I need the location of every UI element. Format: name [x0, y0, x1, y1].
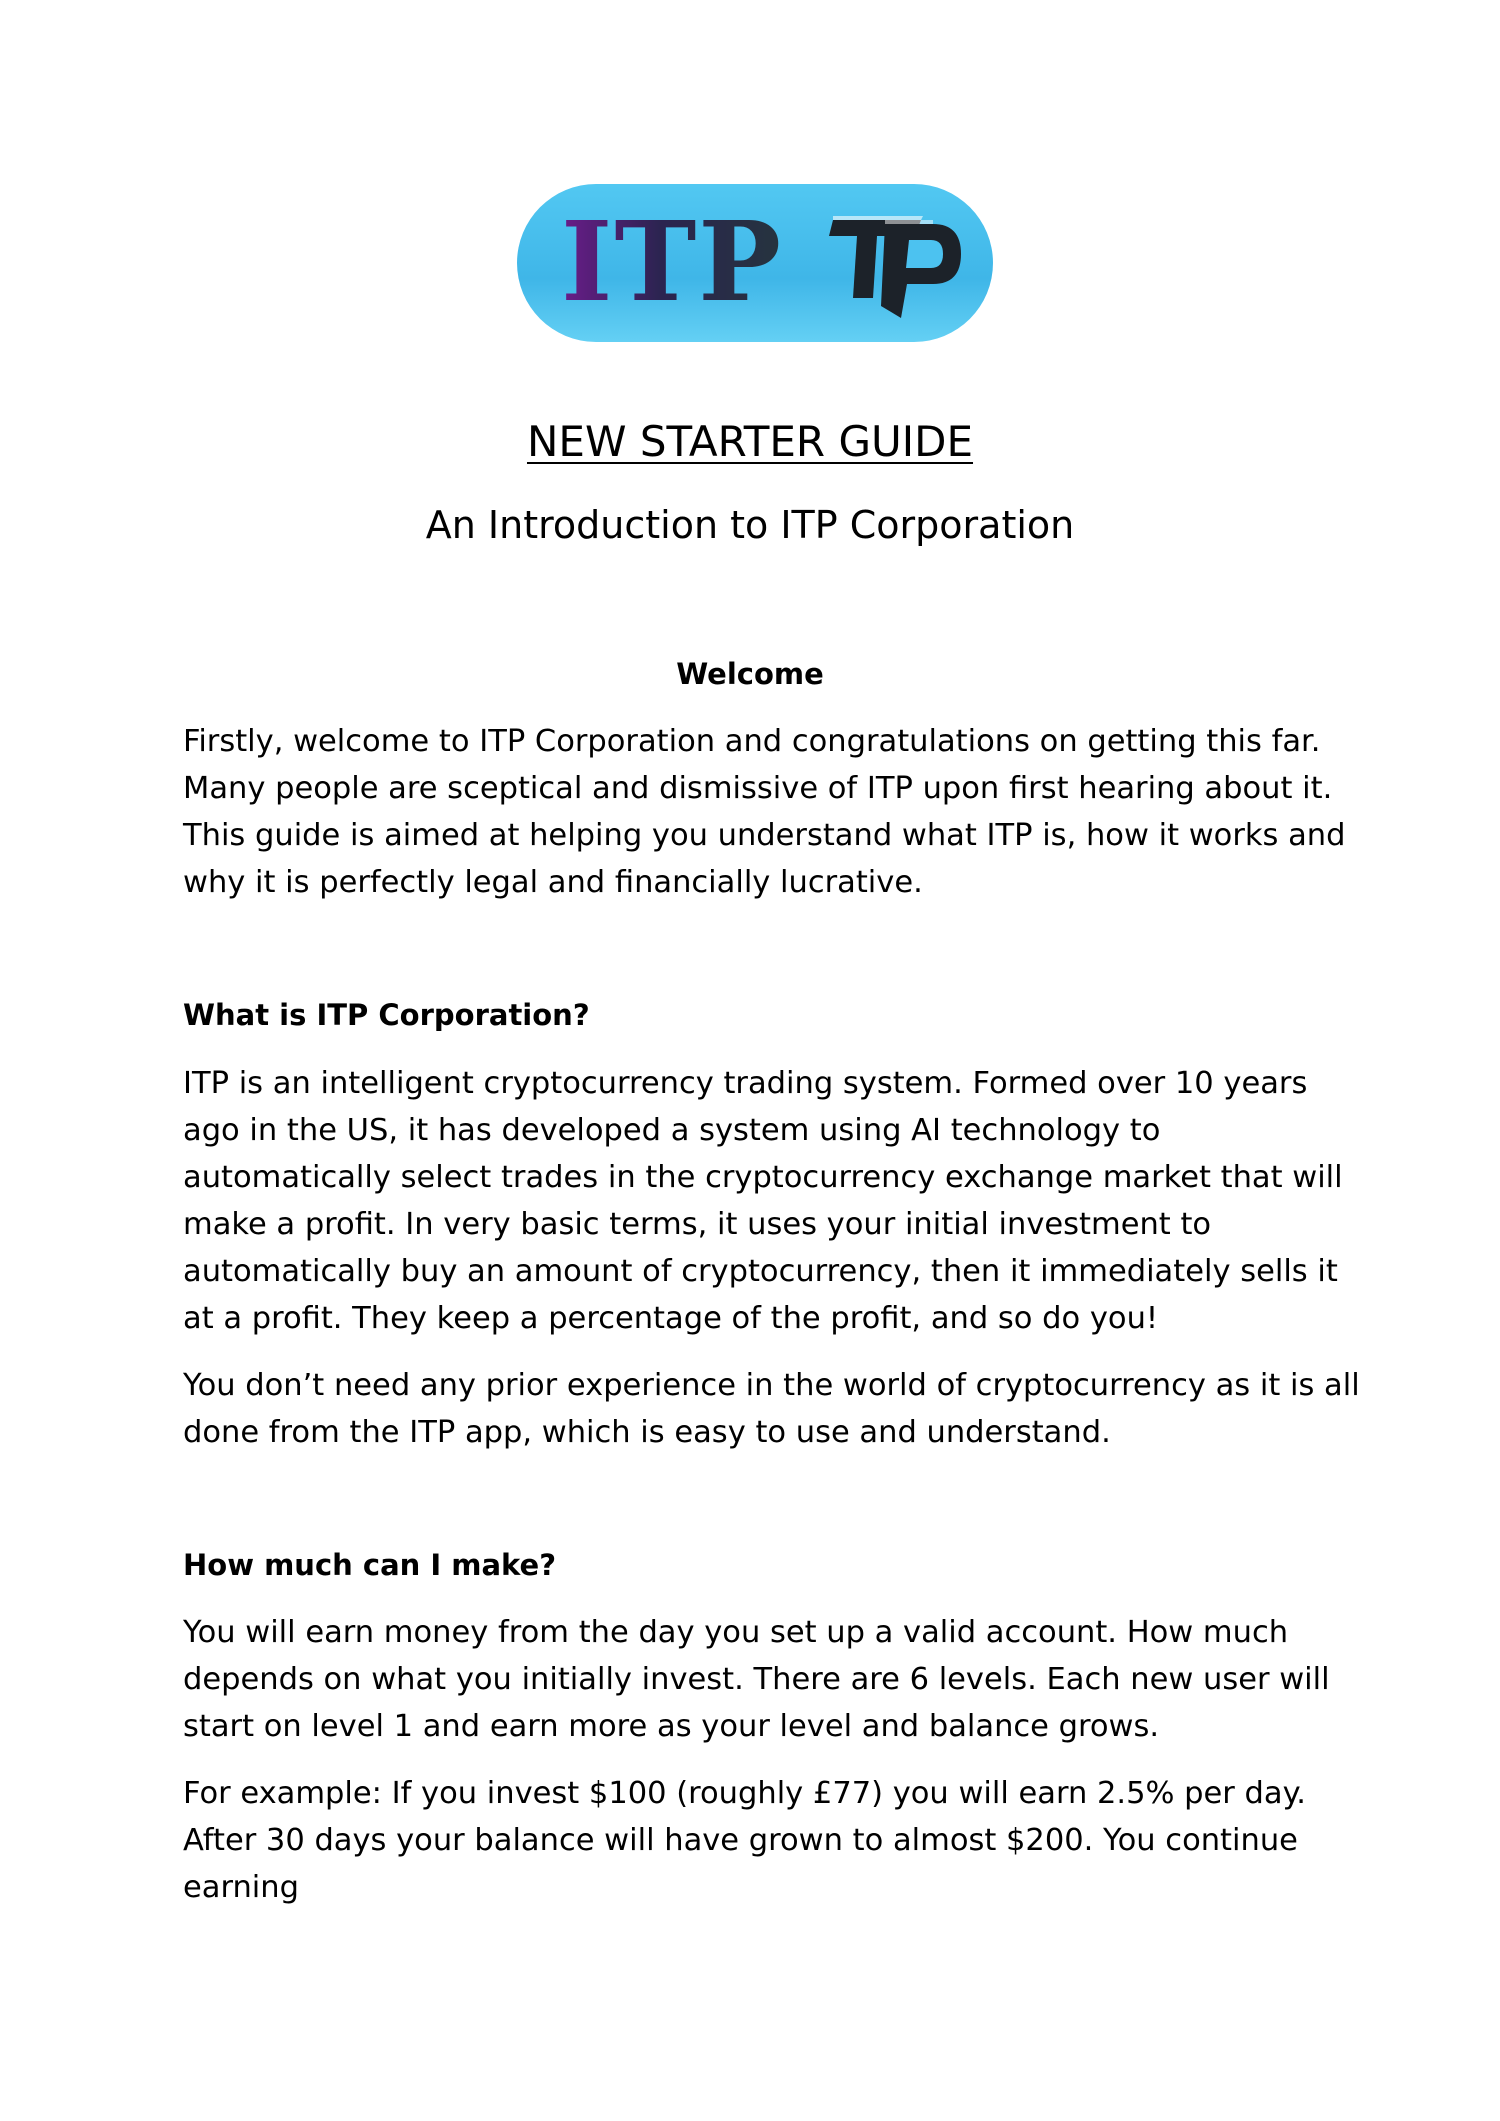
what-is-paragraph-2: You don’t need any prior experience in the world of cryptocurrency as it is all done from the ITP app, which is easy to use and understand. — [183, 1368, 1360, 1450]
section-heading-welcome: Welcome — [676, 657, 824, 691]
section-heading-what-is: What is ITP Corporation? — [183, 998, 590, 1032]
how-much-paragraph-1: You will earn money from the day you set up a valid account. How much depends on what you initially invest. There are 6 levels. Each new user will start on level 1 and earn more as your level and balance grows. — [183, 1615, 1330, 1744]
what-is-paragraph-1: ITP is an intelligent cryptocurrency trading system. Formed over 10 years ago in the US, it has developed a system using AI technology to automatically select trades in the cryptocurrency exchange market that will make a profit. In very basic terms, it uses your initial investment to automatically buy an amount of cryptocurrency, then it immediately sells it at a profit. They keep a percentage of the profit, and so do you! — [183, 1066, 1343, 1336]
how-much-paragraph-2: For example: If you invest $100 (roughly £77) you will earn 2.5% per day. After 30 days your balance will have grown to almost $200. You continue earning — [183, 1776, 1306, 1905]
section-heading-how-much: How much can I make? — [183, 1548, 557, 1582]
tp-monogram-icon — [829, 206, 965, 324]
welcome-paragraph: Firstly, welcome to ITP Corporation and congratulations on getting this far. Many people are sceptical and dismissive of ITP upon first hearing about it. This guide is aimed at helping you understand what ITP is, how it works and why it is perfectly legal and financially lucrative. — [183, 724, 1346, 900]
document-subtitle: An Introduction to ITP Corporation — [425, 503, 1075, 547]
document-title: NEW STARTER GUIDE — [526, 417, 974, 466]
logo-wordmark: ITP — [561, 197, 784, 326]
itp-logo — [517, 184, 993, 342]
